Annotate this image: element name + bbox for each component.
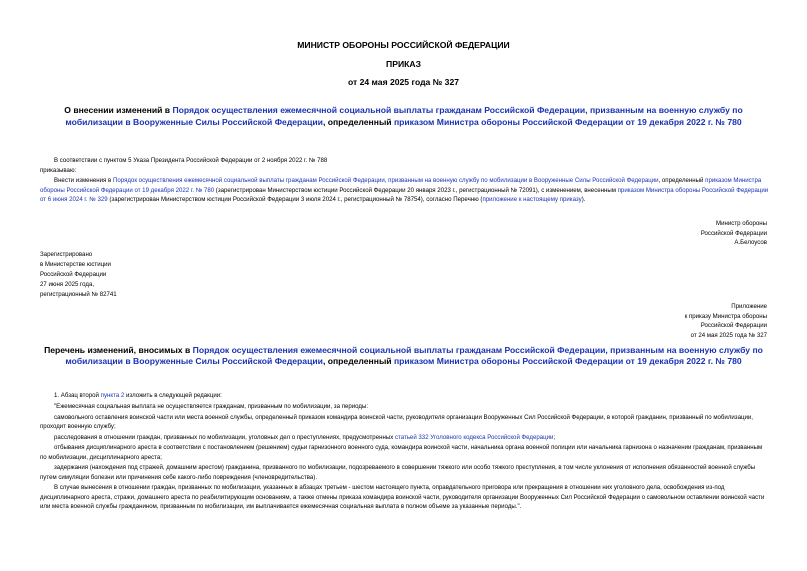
document-title	[40, 104, 767, 128]
signature-line: Российской Федерации	[700, 229, 767, 237]
signature-line: Министр обороны	[716, 220, 767, 227]
registration-date: 27 июня 2025 года,	[40, 281, 95, 288]
title-text: О внесении изменений в	[64, 105, 173, 115]
issuer-heading: МИНИСТР ОБОРОНЫ РОССИЙСКОЙ ФЕДЕРАЦИИ	[297, 40, 510, 50]
appendix-line: Приложение	[731, 303, 767, 310]
body-paragraph: "Ежемесячная социальная выплата не осуществляется гражданам, призванным по мобилизации, за периоды:	[54, 402, 369, 410]
changes-body	[40, 391, 770, 513]
registration-line: Российской Федерации	[40, 271, 107, 278]
preamble-text: Внести изменения в	[54, 177, 113, 184]
preamble-text: (зарегистрирован Министерством юстиции Российской Федерации 3 июля 2024 г., регистрационный № 78754), согласно Перечню (	[107, 196, 483, 203]
body-text: расследования в отношении граждан, призванных по мобилизации, уголовных дел о преступлениях, предусмотренных	[54, 433, 395, 441]
preamble-text: , определенный	[658, 177, 706, 184]
preamble-text: (зарегистрирован Министерством юстиции Российской Федерации 20 января 2023 г., регистрационный № 72091), с изменением, внесенным	[214, 186, 618, 194]
body-text: изложить в следующей редакции:	[124, 392, 222, 399]
preamble-link-order-780[interactable]: приказом Министра обороны Российской Федерации от 19 декабря 2022 г. № 780	[40, 177, 762, 194]
document-type: ПРИКАЗ	[386, 59, 421, 69]
appendix-line: от 24 мая 2025 года № 327	[690, 331, 767, 339]
preamble-link-procedure[interactable]: Порядок осуществления ежемесячной социальной выплаты гражданам Российской Федерации, призванным на военную службу по мобилизации в Вооруженные Силы Российской Федерации	[112, 177, 659, 184]
list-title-text: , определенный	[322, 356, 394, 366]
body-text: 1. Абзац второй	[54, 392, 101, 399]
body-paragraph	[40, 433, 770, 442]
title-link-order-780[interactable]: приказом Министра обороны Российской Федерации от 19 декабря 2022 г. № 780	[393, 117, 742, 127]
body-text: ;	[553, 433, 556, 441]
appendix-block	[685, 302, 767, 340]
list-title-link-order-780[interactable]: приказом Министра обороны Российской Федерации от 19 декабря 2022 г. № 780	[393, 356, 742, 366]
preamble-link-appendix[interactable]: приложение к настоящему приказу	[482, 196, 582, 203]
body-link-point-2[interactable]: пункта 2	[100, 392, 125, 399]
signature-name: А.Белоусов	[734, 239, 767, 246]
registration-block	[40, 250, 117, 300]
preamble-basis: В соответствии с пунктом 5 Указа Президента Российской Федерации от 2 ноября 2022 г. № 788	[54, 157, 328, 164]
title-text: , определенный	[322, 117, 394, 127]
preamble-paragraph	[40, 176, 770, 205]
body-paragraph: отбывания дисциплинарного ареста в соответствии с постановлением (решением) судьи гарнизонного военного суда, командира воинской части, начальника органа военной полиции или начальника гарнизона о назначении гражданам, призванным по мобилизации, дисциплинарного ареста;	[40, 444, 763, 461]
body-paragraph	[40, 391, 770, 400]
appendix-line: Российской Федерации	[700, 322, 767, 329]
signature-block	[701, 219, 767, 248]
document-date-number: от 24 мая 2025 года № 327	[347, 77, 460, 87]
list-title-link-procedure[interactable]: Порядок осуществления ежемесячной социальной выплаты гражданам Российской Федерации, призванным на военную службу по мобилизации в Вооруженные Силы Российской Федерации	[65, 345, 763, 366]
registration-line: в Министерстве юстиции	[40, 261, 111, 268]
changes-list-title	[30, 345, 777, 367]
body-link-article-332[interactable]: статьей 332 Уголовного кодекса Российской Федерации	[394, 433, 554, 441]
list-title-text: Перечень изменений, вносимых в	[44, 345, 193, 355]
body-paragraph: самовольного оставления воинской части или места военной службы, определенный приказом командира воинской части, руководителя организации Вооруженных Сил Российской Федерации, в которой гражданин, призванный по мобилизации, проходит военную службу;	[40, 413, 753, 430]
registration-line: Зарегистрировано	[40, 251, 93, 258]
appendix-line: к приказу Министра обороны	[684, 312, 767, 320]
preamble-link-order-329[interactable]: приказом Министра обороны Российской Федерации от 6 июня 2024 г. № 329	[40, 186, 769, 203]
title-link-procedure[interactable]: Порядок осуществления ежемесячной социальной выплаты гражданам Российской Федерации, призванным на военную службу по мобилизации в Вооруженные Силы Российской Федерации	[65, 105, 743, 127]
preamble-text: ).	[581, 196, 586, 203]
body-paragraph: В случае вынесения в отношении граждан, призванных по мобилизации, указанных в абзацах третьем - шестом настоящего пункта, оправдательного приговора или прекращения в отношении них уголовного дела, освобождения из-под дисциплинарного ареста, стражи, домашнего ареста по реабилитирующим основаниям, а также отмены приказа командира воинской части, руководителя организации Вооруженных Сил Российской Федерации о самовольном оставлении воинской части или места военной службы гражданином, призванным по мобилизации, им выплачивается ежемесячная социальная выплата в полном объеме за указанные периоды.".	[40, 484, 765, 510]
body-paragraph: задержания (нахождения под стражей, домашним арестом) гражданина, призванного по мобилизации, подозреваемого в совершении тяжкого или особо тяжкого преступления, в том числе уклонения от исполнения обязанностей военной службы путем симуляции болезни или причинения себе какого-либо повреждения (членовредительства).	[40, 464, 756, 481]
preamble-order-word: приказываю:	[40, 167, 77, 174]
registration-number: регистрационный № 82741	[40, 291, 117, 298]
